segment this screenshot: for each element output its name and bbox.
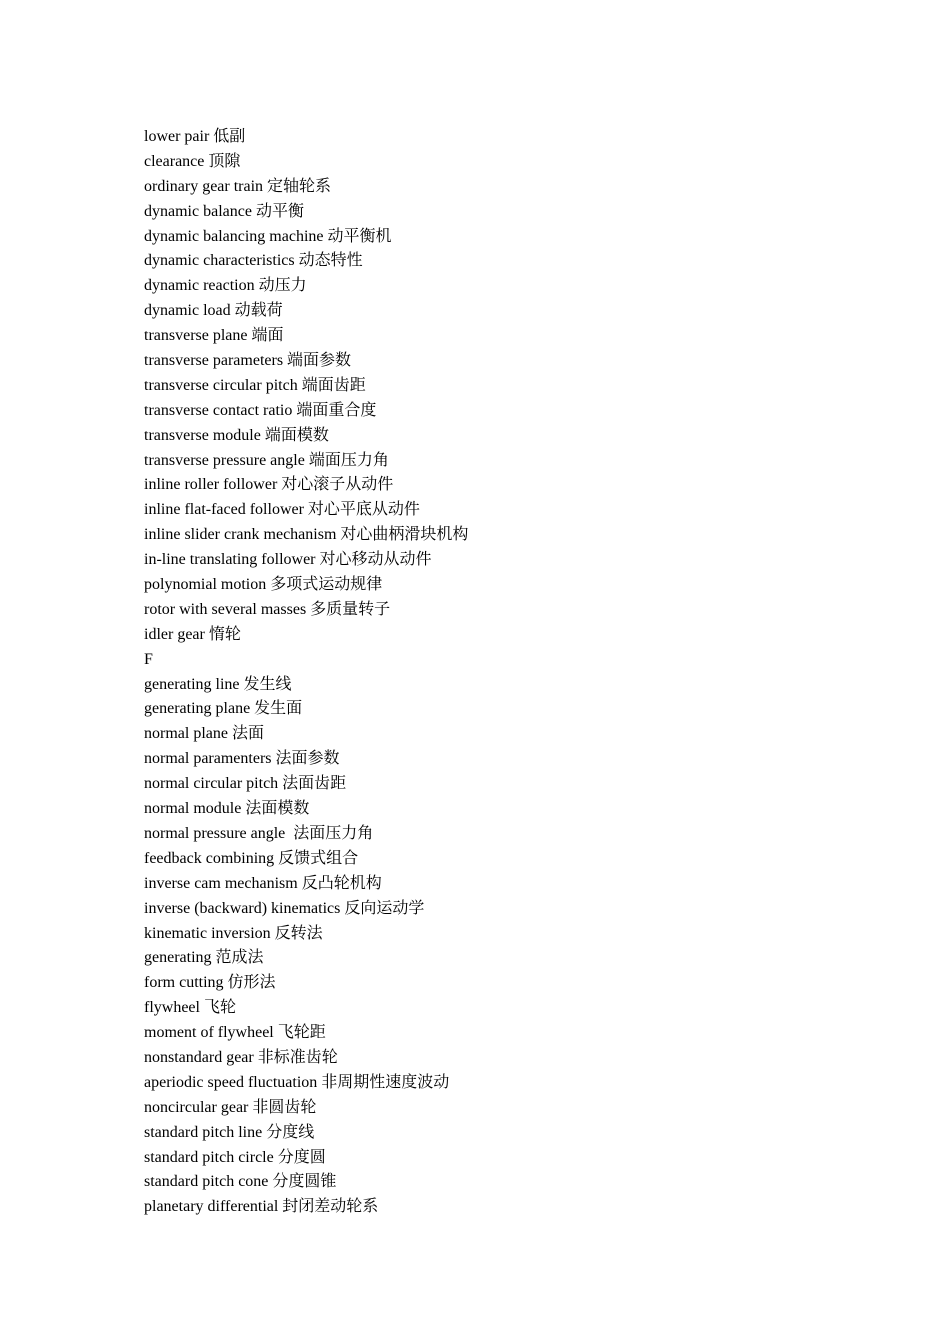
glossary-entry: kinematic inversion 反转法 [144, 924, 323, 942]
glossary-entry: inline roller follower 对心滚子从动件 [144, 476, 394, 494]
glossary-entry: moment of flywheel 飞轮距 [144, 1024, 326, 1042]
glossary-entry: inline slider crank mechanism 对心曲柄滑块机构 [144, 526, 469, 544]
glossary-entry: inverse cam mechanism 反凸轮机构 [144, 874, 382, 892]
glossary-entry: normal module 法面模数 [144, 800, 310, 818]
glossary-entry: generating plane 发生面 [144, 700, 303, 718]
glossary-entry: dynamic characteristics 动态特性 [144, 252, 363, 270]
glossary-entry: lower pair 低副 [144, 128, 246, 145]
glossary-entry: clearance 顶隙 [144, 152, 241, 170]
glossary-entry: standard pitch line 分度线 [144, 1123, 315, 1141]
glossary-entry: rotor with several masses 多质量转子 [144, 600, 391, 618]
glossary-entry: form cutting 仿形法 [144, 974, 276, 992]
glossary-entry: dynamic load 动载荷 [144, 302, 283, 320]
glossary-entry: ordinary gear train 定轴轮系 [144, 177, 332, 195]
glossary-entry: normal circular pitch 法面齿距 [144, 775, 347, 793]
glossary-entry: transverse parameters 端面参数 [144, 352, 352, 370]
glossary-entry: standard pitch cone 分度圆锥 [144, 1173, 337, 1191]
glossary-entry: polynomial motion 多项式运动规律 [144, 576, 383, 594]
glossary-entry: noncircular gear 非圆齿轮 [144, 1098, 317, 1116]
glossary-entry: feedback combining 反馈式组合 [144, 849, 359, 867]
glossary-entry: generating 范成法 [144, 949, 264, 967]
glossary-entry: normal pressure angle 法面压力角 [144, 824, 374, 842]
glossary-entry: normal plane 法面 [144, 725, 264, 743]
glossary-entry: inline flat-faced follower 对心平底从动件 [144, 501, 420, 519]
glossary-entry: transverse circular pitch 端面齿距 [144, 376, 366, 394]
glossary-entry: nonstandard gear 非标准齿轮 [144, 1048, 338, 1066]
glossary-entry: transverse module 端面模数 [144, 426, 329, 444]
glossary-entry: dynamic balancing machine 动平衡机 [144, 227, 392, 245]
glossary-entry: planetary differential 封闭差动轮系 [144, 1198, 379, 1216]
glossary-entry: generating line 发生线 [144, 675, 292, 693]
glossary-entry: flywheel 飞轮 [144, 999, 236, 1017]
section-letter: F [144, 650, 153, 668]
glossary-entry: aperiodic speed fluctuation 非周期性速度波动 [144, 1073, 450, 1091]
glossary-list [144, 125, 468, 1220]
glossary-entry: standard pitch circle 分度圆 [144, 1148, 326, 1166]
glossary-entry: in-line translating follower 对心移动从动件 [144, 551, 432, 569]
glossary-entry: transverse contact ratio 端面重合度 [144, 401, 377, 419]
glossary-entry: normal paramenters 法面参数 [144, 750, 340, 768]
glossary-entry: idler gear 惰轮 [144, 625, 241, 643]
glossary-entry: transverse pressure angle 端面压力角 [144, 451, 389, 469]
glossary-entry: transverse plane 端面 [144, 327, 284, 345]
glossary-entry: dynamic balance 动平衡 [144, 202, 304, 220]
glossary-entry: dynamic reaction 动压力 [144, 277, 307, 295]
glossary-entry: inverse (backward) kinematics 反向运动学 [144, 899, 425, 917]
